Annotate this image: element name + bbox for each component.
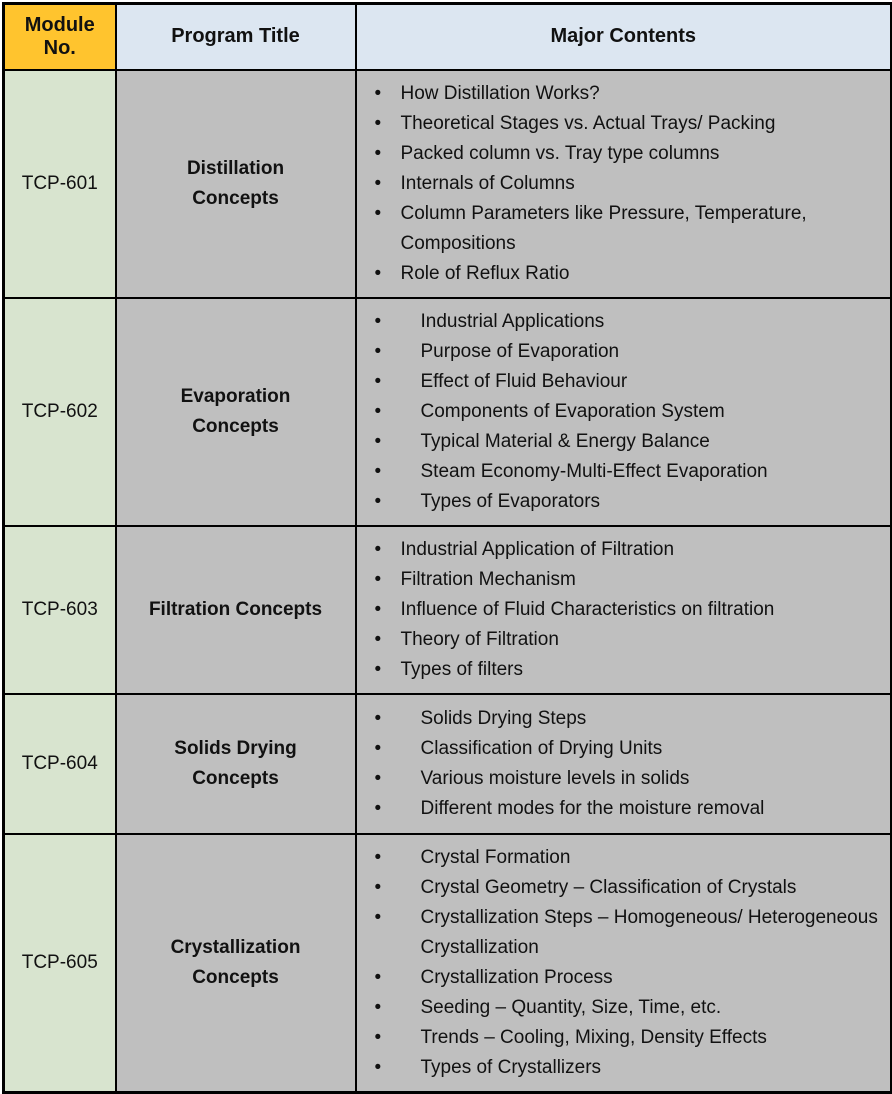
list-item: [371, 794, 881, 824]
list-item: [371, 259, 881, 289]
major-contents-cell: [356, 834, 892, 1093]
bullet-icon: [371, 367, 421, 397]
bullet-text: Industrial Applications: [420, 310, 605, 332]
major-contents-cell: [356, 526, 892, 694]
bullet-icon: [371, 169, 401, 199]
bullet-list: [371, 704, 881, 824]
bullet-text: Crystal Geometry – Classification of Crystals: [420, 876, 797, 898]
bullet-icon: [371, 109, 401, 139]
header-major-contents: Major Contents: [356, 4, 892, 70]
program-title-cell: Crystallization Concepts: [116, 834, 356, 1093]
bullet-text: Theoretical Stages vs. Actual Trays/ Packing: [400, 112, 776, 134]
list-item: [371, 903, 881, 963]
bullet-icon: [371, 259, 401, 289]
table-header-row: [4, 4, 892, 70]
bullet-text: Classification of Drying Units: [420, 737, 663, 759]
bullet-list: [371, 307, 881, 517]
table-row: [4, 298, 892, 526]
bullet-list: [371, 535, 881, 685]
bullet-text: Effect of Fluid Behaviour: [420, 370, 628, 392]
header-program-title: Program Title: [116, 4, 356, 70]
bullet-icon: [371, 1053, 421, 1083]
table-row: [4, 70, 892, 298]
list-item: [371, 307, 881, 337]
module-no-cell: TCP-603: [4, 526, 116, 694]
bullet-text: Steam Economy-Multi-Effect Evaporation: [420, 460, 768, 482]
list-item: [371, 993, 881, 1023]
module-no-cell: TCP-605: [4, 834, 116, 1093]
bullet-icon: [371, 655, 401, 685]
list-item: [371, 625, 881, 655]
bullet-text: How Distillation Works?: [400, 82, 600, 104]
bullet-text: Theory of Filtration: [400, 628, 559, 650]
bullet-icon: [371, 139, 401, 169]
list-item: [371, 337, 881, 367]
list-item: [371, 1023, 881, 1053]
bullet-text: Influence of Fluid Characteristics on filtration: [400, 598, 775, 620]
list-item: [371, 595, 881, 625]
table-row: [4, 694, 892, 834]
list-item: [371, 734, 881, 764]
list-item: [371, 427, 881, 457]
bullet-text: Role of Reflux Ratio: [400, 262, 570, 284]
bullet-icon: [371, 595, 401, 625]
list-item: [371, 169, 881, 199]
bullet-icon: [371, 734, 421, 764]
list-item: [371, 704, 881, 734]
table-row: [4, 526, 892, 694]
bullet-text: Crystallization Steps – Homogeneous/ Heterogeneous Crystallization: [420, 906, 878, 958]
bullet-icon: [371, 993, 421, 1023]
bullet-text: Typical Material & Energy Balance: [420, 430, 710, 452]
bullet-text: Industrial Application of Filtration: [400, 538, 675, 560]
bullet-icon: [371, 397, 421, 427]
bullet-icon: [371, 625, 401, 655]
bullet-text: Types of filters: [400, 658, 523, 680]
bullet-icon: [371, 963, 421, 993]
bullet-text: Filtration Mechanism: [400, 568, 576, 590]
list-item: [371, 1053, 881, 1083]
training-modules-table: [2, 2, 892, 1094]
list-item: [371, 139, 881, 169]
bullet-text: Trends – Cooling, Mixing, Density Effects: [420, 1026, 767, 1048]
module-no-cell: TCP-604: [4, 694, 116, 834]
bullet-icon: [371, 843, 421, 873]
bullet-text: Column Parameters like Pressure, Temperature, Compositions: [400, 202, 807, 254]
bullet-text: Different modes for the moisture removal: [420, 797, 765, 819]
bullet-icon: [371, 535, 401, 565]
module-no-cell: TCP-601: [4, 70, 116, 298]
list-item: [371, 367, 881, 397]
list-item: [371, 487, 881, 517]
bullet-list: [371, 843, 881, 1083]
list-item: [371, 565, 881, 595]
bullet-text: Components of Evaporation System: [420, 400, 725, 422]
bullet-text: Types of Crystallizers: [420, 1056, 602, 1078]
list-item: [371, 535, 881, 565]
bullet-text: Packed column vs. Tray type columns: [400, 142, 720, 164]
bullet-text: Types of Evaporators: [420, 490, 601, 512]
list-item: [371, 963, 881, 993]
bullet-icon: [371, 79, 401, 109]
bullet-icon: [371, 427, 421, 457]
bullet-icon: [371, 337, 421, 367]
list-item: [371, 79, 881, 109]
program-title-cell: Evaporation Concepts: [116, 298, 356, 526]
bullet-text: Crystal Formation: [420, 846, 571, 868]
list-item: [371, 655, 881, 685]
bullet-icon: [371, 764, 421, 794]
bullet-text: Internals of Columns: [400, 172, 575, 194]
list-item: [371, 199, 881, 259]
list-item: [371, 764, 881, 794]
bullet-icon: [371, 457, 421, 487]
bullet-icon: [371, 873, 421, 903]
header-module-no: Module No.: [4, 4, 116, 70]
bullet-text: Solids Drying Steps: [420, 707, 587, 729]
table-row: [4, 834, 892, 1093]
bullet-text: Purpose of Evaporation: [420, 340, 620, 362]
bullet-text: Crystallization Process: [420, 966, 613, 988]
bullet-list: [371, 79, 881, 289]
module-no-cell: TCP-602: [4, 298, 116, 526]
program-title-cell: Filtration Concepts: [116, 526, 356, 694]
bullet-icon: [371, 307, 421, 337]
bullet-icon: [371, 794, 421, 824]
list-item: [371, 109, 881, 139]
bullet-icon: [371, 487, 421, 517]
list-item: [371, 397, 881, 427]
list-item: [371, 843, 881, 873]
list-item: [371, 457, 881, 487]
major-contents-cell: [356, 694, 892, 834]
bullet-icon: [371, 704, 421, 734]
bullet-icon: [371, 199, 401, 229]
bullet-text: Various moisture levels in solids: [420, 767, 690, 789]
bullet-icon: [371, 565, 401, 595]
major-contents-cell: [356, 298, 892, 526]
list-item: [371, 873, 881, 903]
bullet-icon: [371, 1023, 421, 1053]
major-contents-cell: [356, 70, 892, 298]
bullet-icon: [371, 903, 421, 933]
bullet-text: Seeding – Quantity, Size, Time, etc.: [420, 996, 722, 1018]
program-title-cell: Solids Drying Concepts: [116, 694, 356, 834]
program-title-cell: Distillation Concepts: [116, 70, 356, 298]
